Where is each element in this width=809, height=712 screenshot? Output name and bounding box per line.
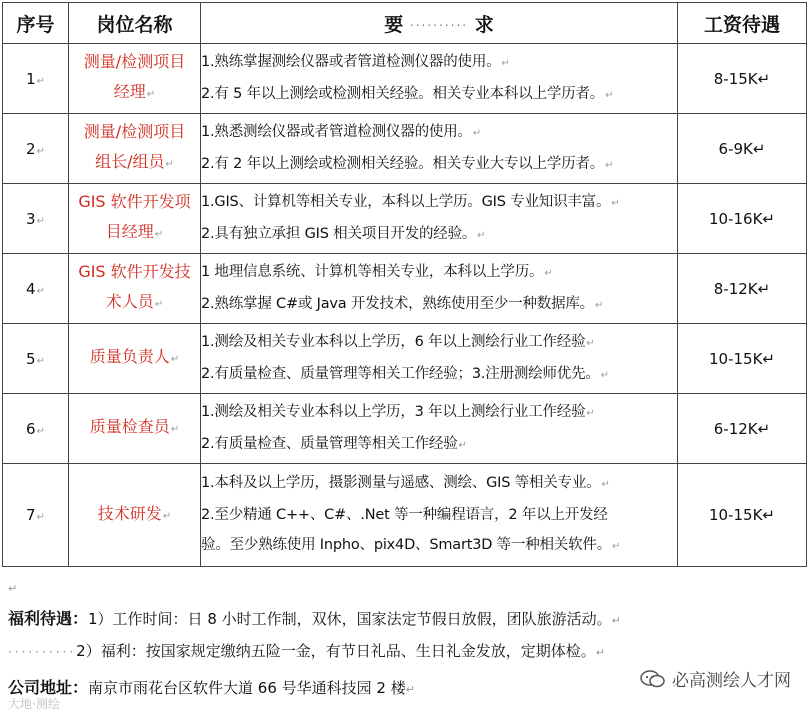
requirements <box>201 184 678 254</box>
watermark <box>640 666 791 691</box>
row-number <box>3 184 69 254</box>
header-req-left: 要 <box>384 13 404 36</box>
position-title-line <box>69 77 200 110</box>
position-title-line <box>69 117 200 147</box>
salary <box>678 394 807 464</box>
requirement-line <box>201 289 677 321</box>
paragraph-mark: ↵ <box>165 159 174 170</box>
requirement-line <box>201 79 677 111</box>
requirement-text: 1.熟练掌握测绘仪器或者管道检测仪器的使用。 <box>201 53 501 70</box>
paragraph-mark: ↵ <box>601 479 610 490</box>
requirements <box>201 114 678 184</box>
position-title-text: 技术研发 <box>97 503 162 523</box>
header-requirements <box>201 3 678 44</box>
paragraph-mark: ↵ <box>36 285 45 297</box>
header-no: 序号 <box>3 3 69 44</box>
paragraph-mark: ↵ <box>154 229 164 240</box>
salary-text: 6-9K <box>718 139 753 158</box>
paragraph-mark: ↵ <box>458 439 467 451</box>
paragraph-mark: ↵ <box>612 541 621 552</box>
paragraph-mark: ↵ <box>586 407 595 419</box>
position-title <box>69 184 201 254</box>
welfare-label: 福利待遇： <box>8 609 89 628</box>
position-title <box>69 254 201 324</box>
table-row <box>3 324 807 394</box>
salary <box>678 184 807 254</box>
paragraph-mark: ↵ <box>36 215 45 227</box>
requirement-text: 2.有质量检查、质量管理等相关工作经验；3.注册测绘师优先。 <box>201 365 600 382</box>
table-row <box>3 44 807 114</box>
position-title <box>69 44 201 114</box>
address-line <box>8 675 415 698</box>
header-req-right: 求 <box>474 13 494 36</box>
salary <box>678 254 807 324</box>
requirement-text: 验。至少熟练使用 Inpho、pix4D、Smart3D 等一种相关软件。 <box>201 537 612 553</box>
header-title: 岗位名称 <box>69 3 201 44</box>
salary-text: 6-12K <box>713 419 758 438</box>
salary-text: 10-16K <box>708 209 763 228</box>
paragraph-mark: ↵ <box>154 299 164 310</box>
paragraph-mark: ↵ <box>757 419 771 438</box>
paragraph-mark: ↵ <box>611 197 620 209</box>
table-row <box>3 114 807 184</box>
paragraph-mark: ↵ <box>762 506 775 524</box>
row-number-text: 4 <box>26 279 36 298</box>
requirement-line <box>201 187 677 219</box>
paragraph-mark: ↵ <box>762 209 775 228</box>
requirement-line <box>201 468 677 500</box>
row-number <box>3 324 69 394</box>
row-number-text: 1 <box>26 69 36 88</box>
position-title-text: 测量/检测项目 <box>83 52 186 71</box>
paragraph-mark: ↵ <box>170 424 180 435</box>
requirement-text: 1.本科及以上学历，摄影测量与遥感、测绘、GIS 等相关专业。 <box>201 475 601 491</box>
salary-text: 10-15K <box>708 506 763 524</box>
requirement-text: 2.熟练掌握 C#或 Java 开发技术，熟练使用至少一种数据库。 <box>201 295 594 312</box>
requirement-text: 2.有质量检查、质量管理等相关工作经验 <box>201 435 458 452</box>
position-title <box>69 324 201 394</box>
position-title-text: 质量负责人 <box>89 347 170 366</box>
table-header-row <box>3 3 807 44</box>
paragraph-mark: ↵ <box>170 354 180 365</box>
requirement-line <box>201 47 677 79</box>
welfare-line-1 <box>8 606 621 629</box>
position-title <box>69 464 201 567</box>
paragraph-mark: ↵ <box>757 279 771 298</box>
requirement-line <box>201 149 677 181</box>
requirement-line <box>201 257 677 289</box>
table-row <box>3 464 807 567</box>
paragraph-mark: ↵ <box>586 337 595 349</box>
row-number <box>3 114 69 184</box>
position-title-text: 测量/检测项目 <box>83 122 186 141</box>
position-title-line <box>69 287 200 320</box>
requirement-line <box>201 219 677 251</box>
paragraph-mark: ↵ <box>600 369 609 381</box>
requirement-line <box>201 530 677 562</box>
position-title-line <box>69 412 200 445</box>
requirement-text: 1.测绘及相关专业本科以上学历，3 年以上测绘行业工作经验 <box>201 403 586 420</box>
blank-paragraph-mark: ↵ <box>8 582 18 595</box>
requirement-line <box>201 397 677 429</box>
table-row <box>3 394 807 464</box>
position-title-line <box>69 47 200 77</box>
row-number-text: 3 <box>26 209 36 228</box>
table-row <box>3 184 807 254</box>
watermark-text: 必高测绘人才网 <box>672 671 791 691</box>
position-title-line <box>69 217 200 250</box>
paragraph-mark: ↵ <box>762 349 775 368</box>
row-number-text: 6 <box>26 419 36 438</box>
paragraph-mark: ↵ <box>472 127 482 139</box>
row-number <box>3 394 69 464</box>
paragraph-mark: ↵ <box>146 89 156 100</box>
position-title-line <box>69 342 200 375</box>
requirements <box>201 44 678 114</box>
paragraph-mark: ↵ <box>605 89 614 101</box>
requirement-text: 1 地理信息系统、计算机等相关专业，本科以上学历。 <box>201 263 544 280</box>
row-number-text: 7 <box>26 506 36 524</box>
paragraph-mark: ↵ <box>36 75 45 87</box>
address-text: 南京市雨花台区软件大道 66 号华通科技园 2 楼 <box>88 679 406 697</box>
paragraph-mark: ↵ <box>544 267 553 279</box>
position-title-text: 组长/组员 <box>95 152 165 171</box>
position-title-text: 质量检查员 <box>89 417 170 436</box>
paragraph-mark: ↵ <box>36 425 45 437</box>
row-number-text: 5 <box>26 349 36 368</box>
position-title-text: GIS 软件开发项 <box>78 192 191 211</box>
requirement-line <box>201 429 677 461</box>
welfare-indent-dots: ·········· <box>8 645 77 659</box>
paragraph-mark: ↵ <box>36 145 45 157</box>
position-title-text: GIS 软件开发技 <box>78 262 191 281</box>
wechat-icon <box>640 669 666 689</box>
position-title-line <box>69 147 200 180</box>
requirement-line <box>201 359 677 391</box>
requirement-line <box>201 500 677 530</box>
requirement-text: 2.有 2 年以上测绘或检测相关经验。相关专业大专以上学历者。 <box>201 155 605 172</box>
salary-text: 8-12K <box>713 279 758 298</box>
row-number <box>3 464 69 567</box>
paragraph-mark: ↵ <box>594 299 604 311</box>
paragraph-mark: ↵ <box>162 510 172 522</box>
welfare-item-2: 2）福利：按国家规定缴纳五险一金，有节日礼品、生日礼金发放，定期体检。 <box>76 642 596 660</box>
position-title-line <box>69 499 200 532</box>
row-number <box>3 254 69 324</box>
salary <box>678 324 807 394</box>
job-table <box>2 2 807 567</box>
position-title <box>69 394 201 464</box>
requirement-line <box>201 117 677 149</box>
requirement-text: 2.至少精通 C++、C#、.Net 等一种编程语言，2 年以上开发经 <box>201 507 608 523</box>
salary-text: 10-15K <box>708 349 763 368</box>
requirements <box>201 324 678 394</box>
position-title-text: 目经理 <box>105 222 154 241</box>
paragraph-mark: ↵ <box>501 57 510 69</box>
paragraph-mark: ↵ <box>595 646 605 659</box>
paragraph-mark: ↵ <box>36 355 45 367</box>
requirement-text: 2.有 5 年以上测绘或检测相关经验。相关专业本科以上学历者。 <box>201 85 605 102</box>
requirements <box>201 464 678 567</box>
job-table-body <box>3 44 807 567</box>
salary <box>678 114 807 184</box>
position-title-line <box>69 257 200 287</box>
header-salary: 工资待遇 <box>678 3 807 44</box>
requirement-text: 1.测绘及相关专业本科以上学历，6 年以上测绘行业工作经验 <box>201 333 586 350</box>
paragraph-mark: ↵ <box>752 139 766 158</box>
requirement-text: 2.具有独立承担 GIS 相关项目开发的经验。 <box>201 225 477 242</box>
faded-watermark: 大地·测绘 <box>8 697 60 711</box>
salary <box>678 464 807 567</box>
salary <box>678 44 807 114</box>
row-number <box>3 44 69 114</box>
address-label: 公司地址： <box>8 678 89 697</box>
paragraph-mark: ↵ <box>757 69 771 88</box>
position-title-text: 经理 <box>113 82 146 101</box>
requirement-line <box>201 327 677 359</box>
position-title-text: 术人员 <box>105 292 154 311</box>
paragraph-mark: ↵ <box>605 159 614 171</box>
requirement-text: 1.GIS、计算机等相关专业，本科以上学历。GIS 专业知识丰富。 <box>201 193 611 210</box>
position-title-line <box>69 187 200 217</box>
welfare-line-2 <box>8 640 605 661</box>
requirement-text: 1.熟悉测绘仪器或者管道检测仪器的使用。 <box>201 123 472 140</box>
paragraph-mark: ↵ <box>405 683 415 696</box>
salary-text: 8-15K <box>713 69 758 88</box>
paragraph-mark: ↵ <box>36 512 45 523</box>
position-title <box>69 114 201 184</box>
paragraph-mark: ↵ <box>477 229 486 241</box>
welfare-item-1: 1）工作时间：日 8 小时工作制，双休，国家法定节假日放假，团队旅游活动。 <box>88 610 612 628</box>
header-req-dots: ·········· <box>409 18 469 32</box>
row-number-text: 2 <box>26 139 36 158</box>
requirements <box>201 394 678 464</box>
table-row <box>3 254 807 324</box>
requirements <box>201 254 678 324</box>
paragraph-mark: ↵ <box>611 614 621 627</box>
